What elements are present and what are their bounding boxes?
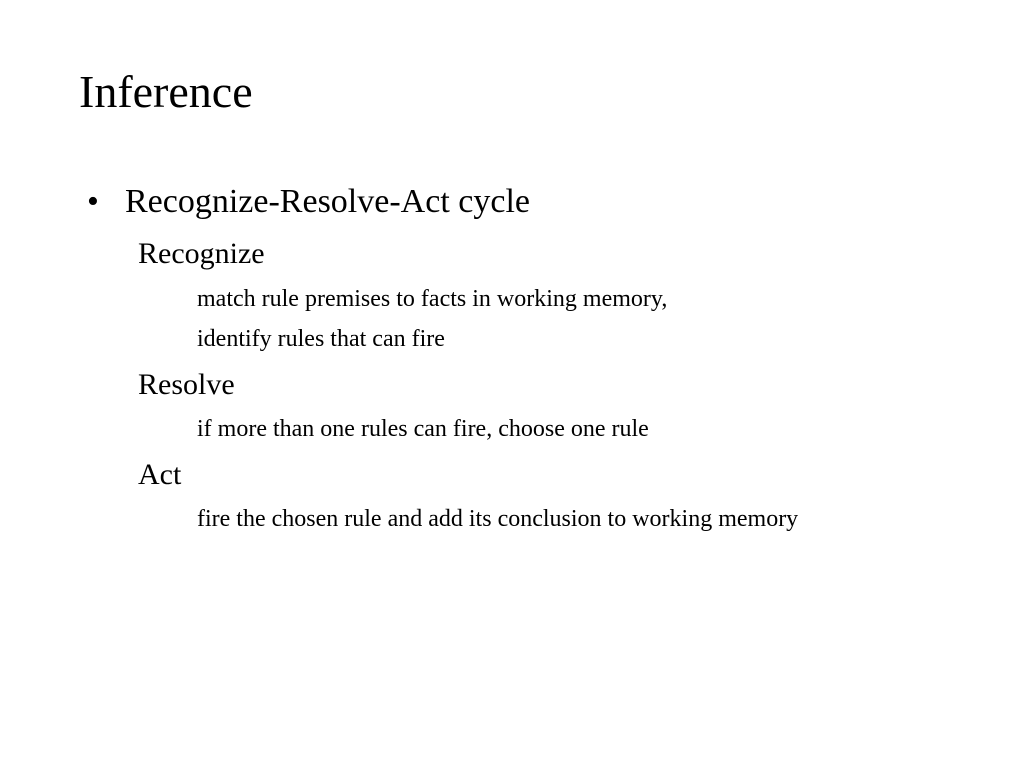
main-bullet <box>87 180 530 224</box>
bullet-icon: • <box>87 183 99 220</box>
section-detail-act-1: fire the chosen rule and add its conclusion to working memory <box>197 506 799 532</box>
section-detail-recognize-1: match rule premises to facts in working memory, <box>197 286 668 312</box>
slide-title: Inference <box>79 66 253 117</box>
main-bullet-text: Recognize-Resolve-Act cycle <box>125 183 530 220</box>
section-heading-act: Act <box>138 458 182 491</box>
section-heading-resolve: Resolve <box>138 368 235 401</box>
section-detail-resolve-1: if more than one rules can fire, choose one rule <box>197 416 649 442</box>
section-detail-recognize-2: identify rules that can fire <box>197 326 445 352</box>
section-heading-recognize: Recognize <box>138 237 265 270</box>
